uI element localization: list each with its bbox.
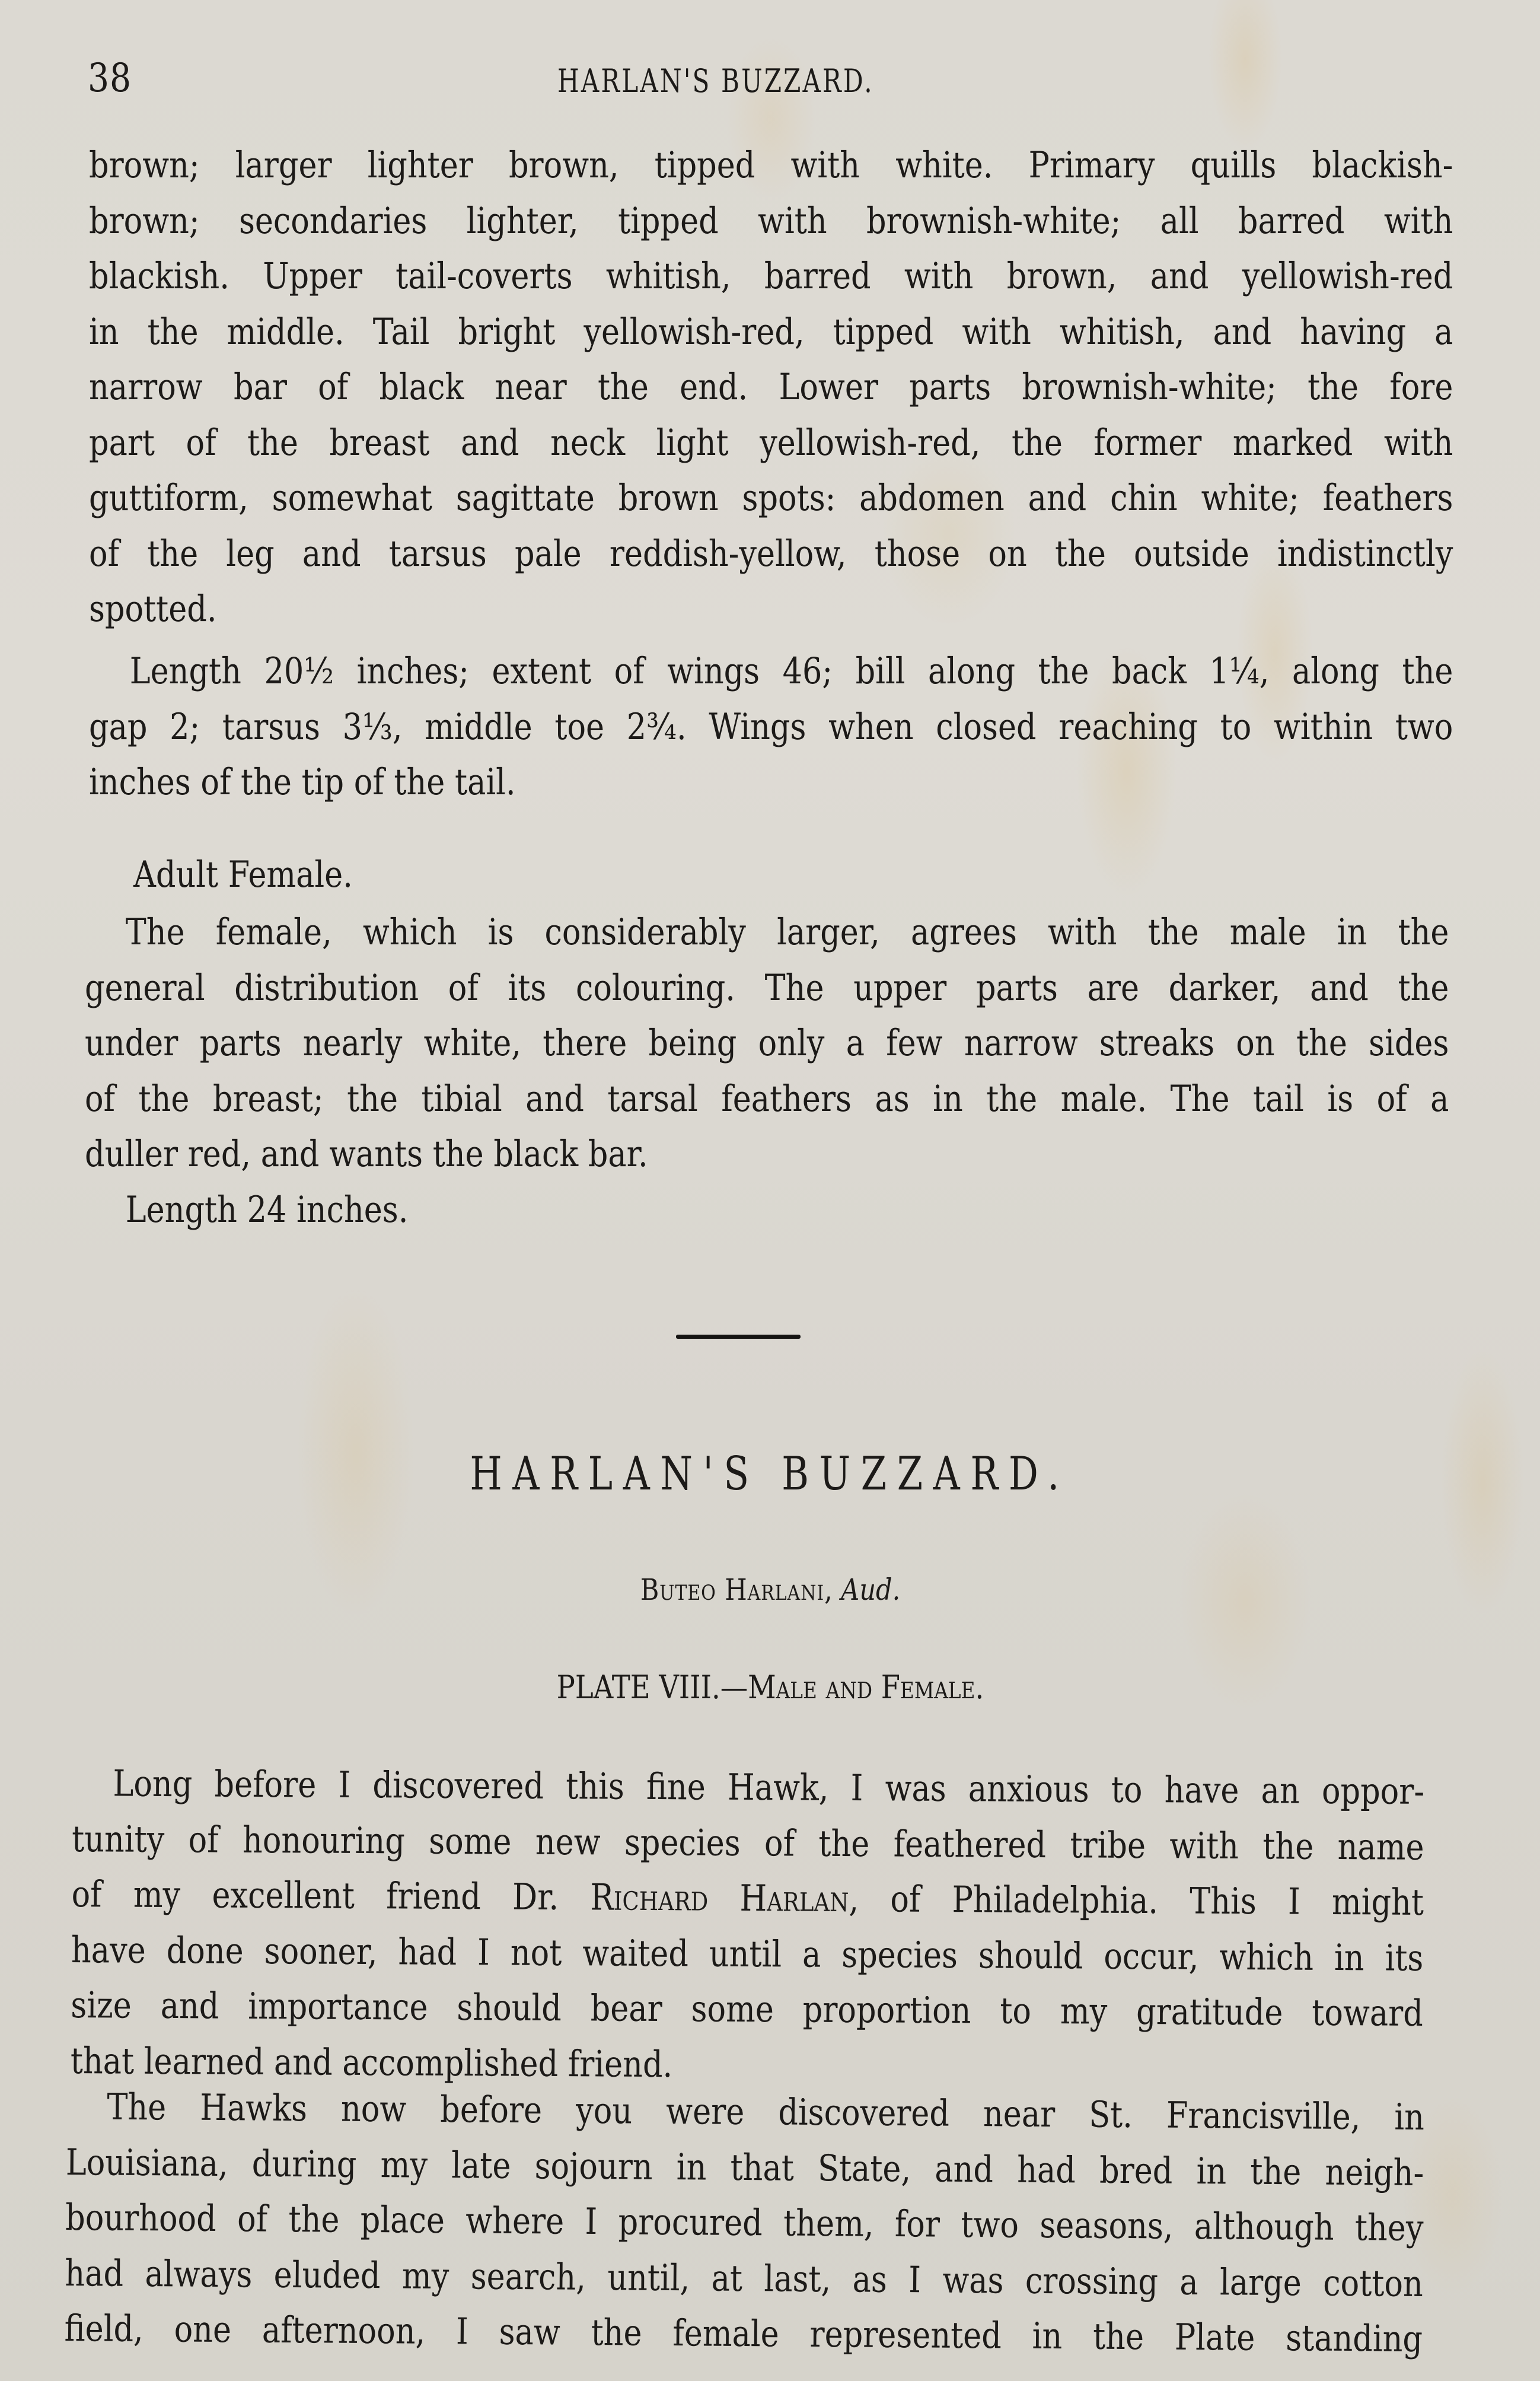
text-line: The Hawks now before you were discovered near St. Francisville, in [107,2086,1425,2138]
text-line: that learned and accomplished friend. [70,2039,673,2086]
intro-paragraph [71,1756,1424,2097]
plate-reference [0,1664,1540,1711]
authority-abbrev: Aud. [840,1573,900,1607]
female-description [85,905,1449,1237]
plate-label: PLATE VIII.— [556,1669,748,1706]
person-name: Richard Harlan [590,1876,849,1921]
text-line: Length 20½ inches; extent of wings 46; bill along the back 1¼, along the [129,650,1453,692]
text-line: of my excellent friend Dr. Richard Harlan, of Philadelphia. This I might [71,1873,1424,1924]
running-head [0,55,1540,102]
male-measurements [89,644,1453,810]
female-length: Length 24 inches. [125,1188,409,1231]
text-line: have done sooner, had I not waited until a species should occur, which in its [71,1928,1424,1979]
text-line: brown; secondaries lighter, tipped with brownish-white; all barred with [89,199,1453,242]
text-line: in the middle. Tail bright yellowish-red, tipped with whitish, and having a [89,310,1453,353]
running-title: HARLAN'S BUZZARD. [557,62,874,100]
text-line: field, one afternoon, I saw the female represented in the Plate standing [64,2307,1423,2360]
text-line: of the leg and tarsus pale reddish-yellow, those on the outside indistinctly [89,532,1453,575]
binomial-name: Buteo Harlani, [640,1573,833,1607]
scientific-name [0,1566,1540,1613]
text-line: inches of the tip of the tail. [89,761,516,803]
article-title [0,1441,1540,1507]
discovery-paragraph [64,2079,1424,2367]
text-line: tunity of honouring some new species of the feathered tribe with the name [71,1817,1424,1868]
female-heading: Adult Female. [133,854,353,896]
text-line: narrow bar of black near the end. Lower parts brownish-white; the fore [89,366,1453,408]
text-line: had always eluded my search, until, at last, as I was crossing a large cotton [65,2252,1424,2305]
text-line: of the breast; the tibial and tarsal feathers as in the male. The tail is of a [85,1077,1449,1120]
male-plumage-description [89,138,1453,637]
text-line: Long before I discovered this fine Hawk, I was anxious to have an oppor- [113,1762,1425,1813]
text-line: gap 2; tarsus 3⅓, middle toe 2¾. Wings when closed reaching to within two [89,705,1453,748]
text-line: general distribution of its colouring. The upper parts are darker, and the [85,966,1449,1009]
text-line: part of the breast and neck light yellowish-red, the former marked with [89,421,1453,464]
text-line: under parts nearly white, there being only a few narrow streaks on the sides [85,1022,1449,1064]
text-line: size and importance should bear some proportion to my gratitude toward [71,1984,1424,2035]
section-divider [676,1335,801,1339]
text-line: blackish. Upper tail-coverts whitish, barred with brown, and yellowish-red [89,255,1453,297]
text-line: duller red, and wants the black bar. [85,1133,648,1175]
text-line: spotted. [89,588,217,630]
text-line: bourhood of the place where I procured them, for two seasons, although they [65,2196,1424,2249]
text-line: Louisiana, during my late sojourn in that State, and had bred in the neigh- [65,2141,1424,2194]
page-number: 38 [88,55,132,101]
plate-subject: Male and Female. [747,1669,984,1706]
text-line: guttiform, somewhat sagittate brown spots: abdomen and chin white; feathers [89,477,1453,519]
text-line: The female, which is considerably larger, agrees with the male in the [125,911,1449,953]
text-line: brown; larger lighter brown, tipped with white. Primary quills blackish- [89,144,1453,186]
article-title-text: HARLAN'S BUZZARD. [470,1447,1070,1501]
